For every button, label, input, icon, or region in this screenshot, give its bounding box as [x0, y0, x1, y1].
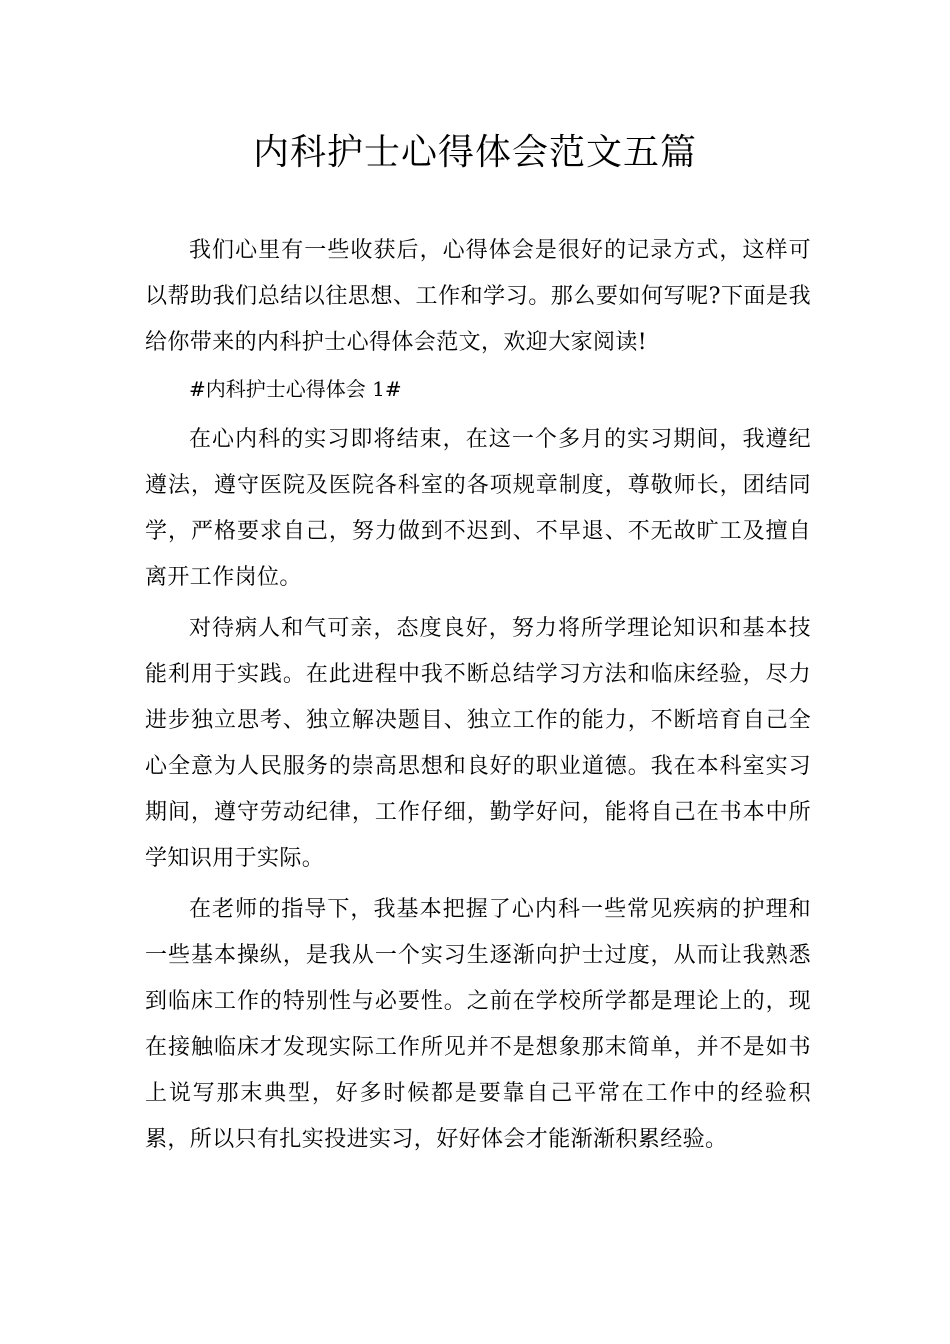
body-paragraph-2: 对待病人和气可亲，态度良好，努力将所学理论知识和基本技能利用于实践。在此进程中我不断总结学习方法和临床经验，尽力进步独立思考、独立解决题目、独立工作的能力，不断培育自己全心全意为人民服务的崇高思想和良好的职业道德。我在本科室实习期间，遵守劳动纪律，工作仔细，勤学好问，能将自己在书本中所学知识用于实际。	[145, 616, 811, 871]
section-heading: #内科护士心得体会 1#	[189, 377, 402, 401]
body-paragraph-3: 在老师的指导下，我基本把握了心内科一些常见疾病的护理和一些基本操纵，是我从一个实习生逐渐向护士过度，从而让我熟悉到临床工作的特别性与必要性。之前在学校所学都是理论上的，现在接触临床才发现实际工作所见并不是想象那末简单，并不是如书上说写那末典型，好多时候都是要靠自己平常在工作中的经验积累，所以只有扎实投进实习，好好体会才能渐渐积累经验。	[145, 897, 811, 1152]
body-paragraph-1: 在心内科的实习即将结束，在这一个多月的实习期间，我遵纪遵法，遵守医院及医院各科室的各项规章制度，尊敬师长，团结同学，严格要求自己，努力做到不迟到、不早退、不无故旷工及擅自离开工作岗位。	[145, 427, 811, 590]
document-title: 内科护士心得体会范文五篇	[252, 132, 697, 173]
intro-paragraph: 我们心里有一些收获后，心得体会是很好的记录方式，这样可以帮助我们总结以往思想、工作和学习。那么要如何写呢?下面是我给你带来的内科护士心得体会范文，欢迎大家阅读!	[145, 238, 811, 355]
document-body	[145, 228, 811, 1163]
